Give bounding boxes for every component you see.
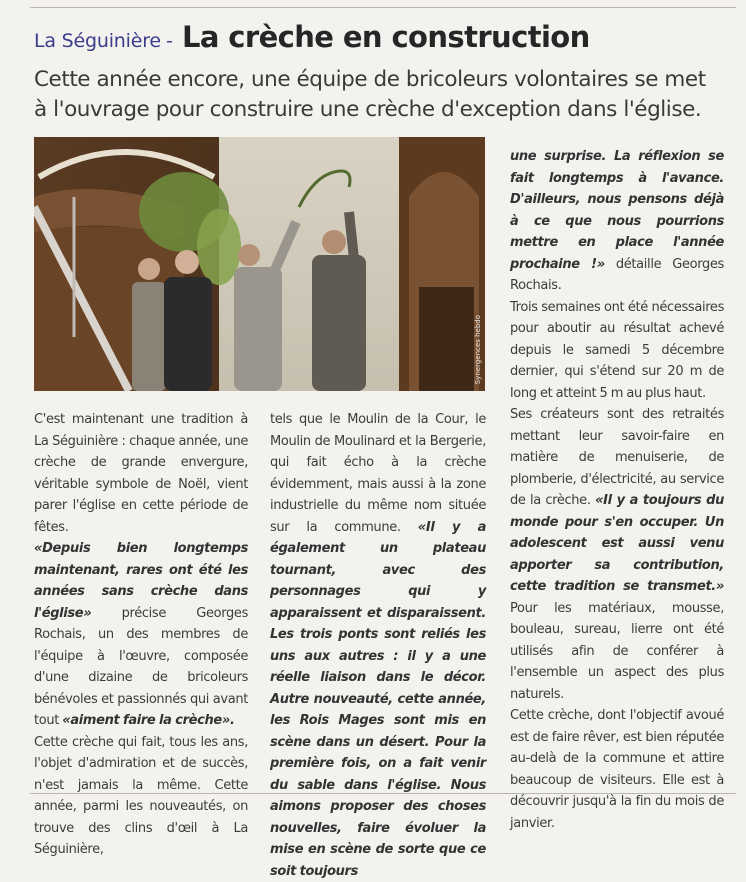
col2-paragraph-1 <box>270 409 486 882</box>
col1-paragraph-3: Cette crèche qui fait, tous les ans, l'objet d'admiration et de succès, n'est jamais la même. Cette année, parmi les nouveautés, on trouve des clins d'œil à La Séguinière, <box>34 734 248 857</box>
article-title: La crèche en construction <box>181 20 590 54</box>
column-3 <box>510 146 724 834</box>
text: précise Georges Rochais, un des membres de l'équipe à l'œuvre, composée d'une dizaine de bricoleurs bénévoles et passionnés qui avant tout <box>34 605 248 728</box>
altar <box>419 287 474 391</box>
col1-paragraph-1: C'est maintenant une tradition à La Séguinière : chaque année, une crèche de grande envergure, véritable symbole de Noël, vient parer l'église en cette période de fêtes. <box>34 412 248 535</box>
title-separator: - <box>166 30 173 52</box>
text: Pour les matériaux, mousse, bouleau, sureau, lierre ont été utilisés afin de conférer à l'ensemble un aspect des plus naturels. <box>510 600 724 702</box>
col3-paragraph-3 <box>510 404 724 705</box>
quote: une surprise. La réflexion se fait longtemps à l'avance. D'ailleurs, nous pensons déjà à ce que nous pourrions mettre en place l'année prochaine !» <box>510 149 724 272</box>
quote: «Il y a également un plateau tournant, avec des personnages qui y apparaissent et disparaissent. Les trois ponts sont reliés les uns aux autres : il y a une réelle liaison dans le décor. Autre nouveauté, cette année, les Rois Mages sont mis en scène dans un désert. Pour la première fois, on a fait venir du sable dans l'église. Nous aimons proposer des choses nouvelles, faire évoluer la mise en scène de sorte que ce soit toujours <box>270 519 486 879</box>
top-rule <box>30 7 736 8</box>
col1-paragraph-2 <box>34 538 248 732</box>
col3-paragraph-2: Trois semaines ont été nécessaires pour aboutir au résultat achevé depuis le samedi 5 décembre dernier, qui s'étend sur 20 m de long et atteint 5 m au plus haut. <box>510 299 724 401</box>
article-photo <box>34 137 485 391</box>
quote: «Depuis bien longtemps maintenant, rares ont été les années sans crèche dans l'église» <box>34 541 248 621</box>
column-2 <box>270 409 486 882</box>
article-header <box>34 20 590 54</box>
text: détaille Georges Rochais. <box>510 256 724 293</box>
quote: «Il y a toujours du monde pour s'en occuper. Un adolescent est aussi venu apporter sa contribution, cette tradition se transmet.» <box>510 493 724 594</box>
photo-illustration <box>34 137 485 391</box>
bottom-rule <box>30 793 736 794</box>
article-lead: Cette année encore, une équipe de bricoleurs volontaires se met à l'ouvrage pour construire une crèche d'exception dans l'église. <box>34 67 706 122</box>
text: Ses créateurs sont des retraités mettant leur savoir-faire en matière de menuiserie, de plomberie, d'électricité, au service de la crèche. <box>510 407 724 508</box>
text: tels que le Moulin de la Cour, le Moulin de Moulinard et la Bergerie, qui fait écho à la crèche évidemment, mais aussi à la zone industrielle du même nom située sur la commune. <box>270 412 486 535</box>
town-name: La Séguinière <box>34 30 161 52</box>
col3-paragraph-4: Cette crèche, dont l'objectif avoué est de faire rêver, est bien réputée au-delà de la commune et attire beaucoup de visiteurs. Elle est à découvrir jusqu'à la fin du mois de janvier. <box>510 708 724 831</box>
quote: «aiment faire la crèche». <box>62 713 235 728</box>
col3-paragraph-1 <box>510 146 724 297</box>
photo-credit: Synergences hebdo <box>474 315 482 385</box>
